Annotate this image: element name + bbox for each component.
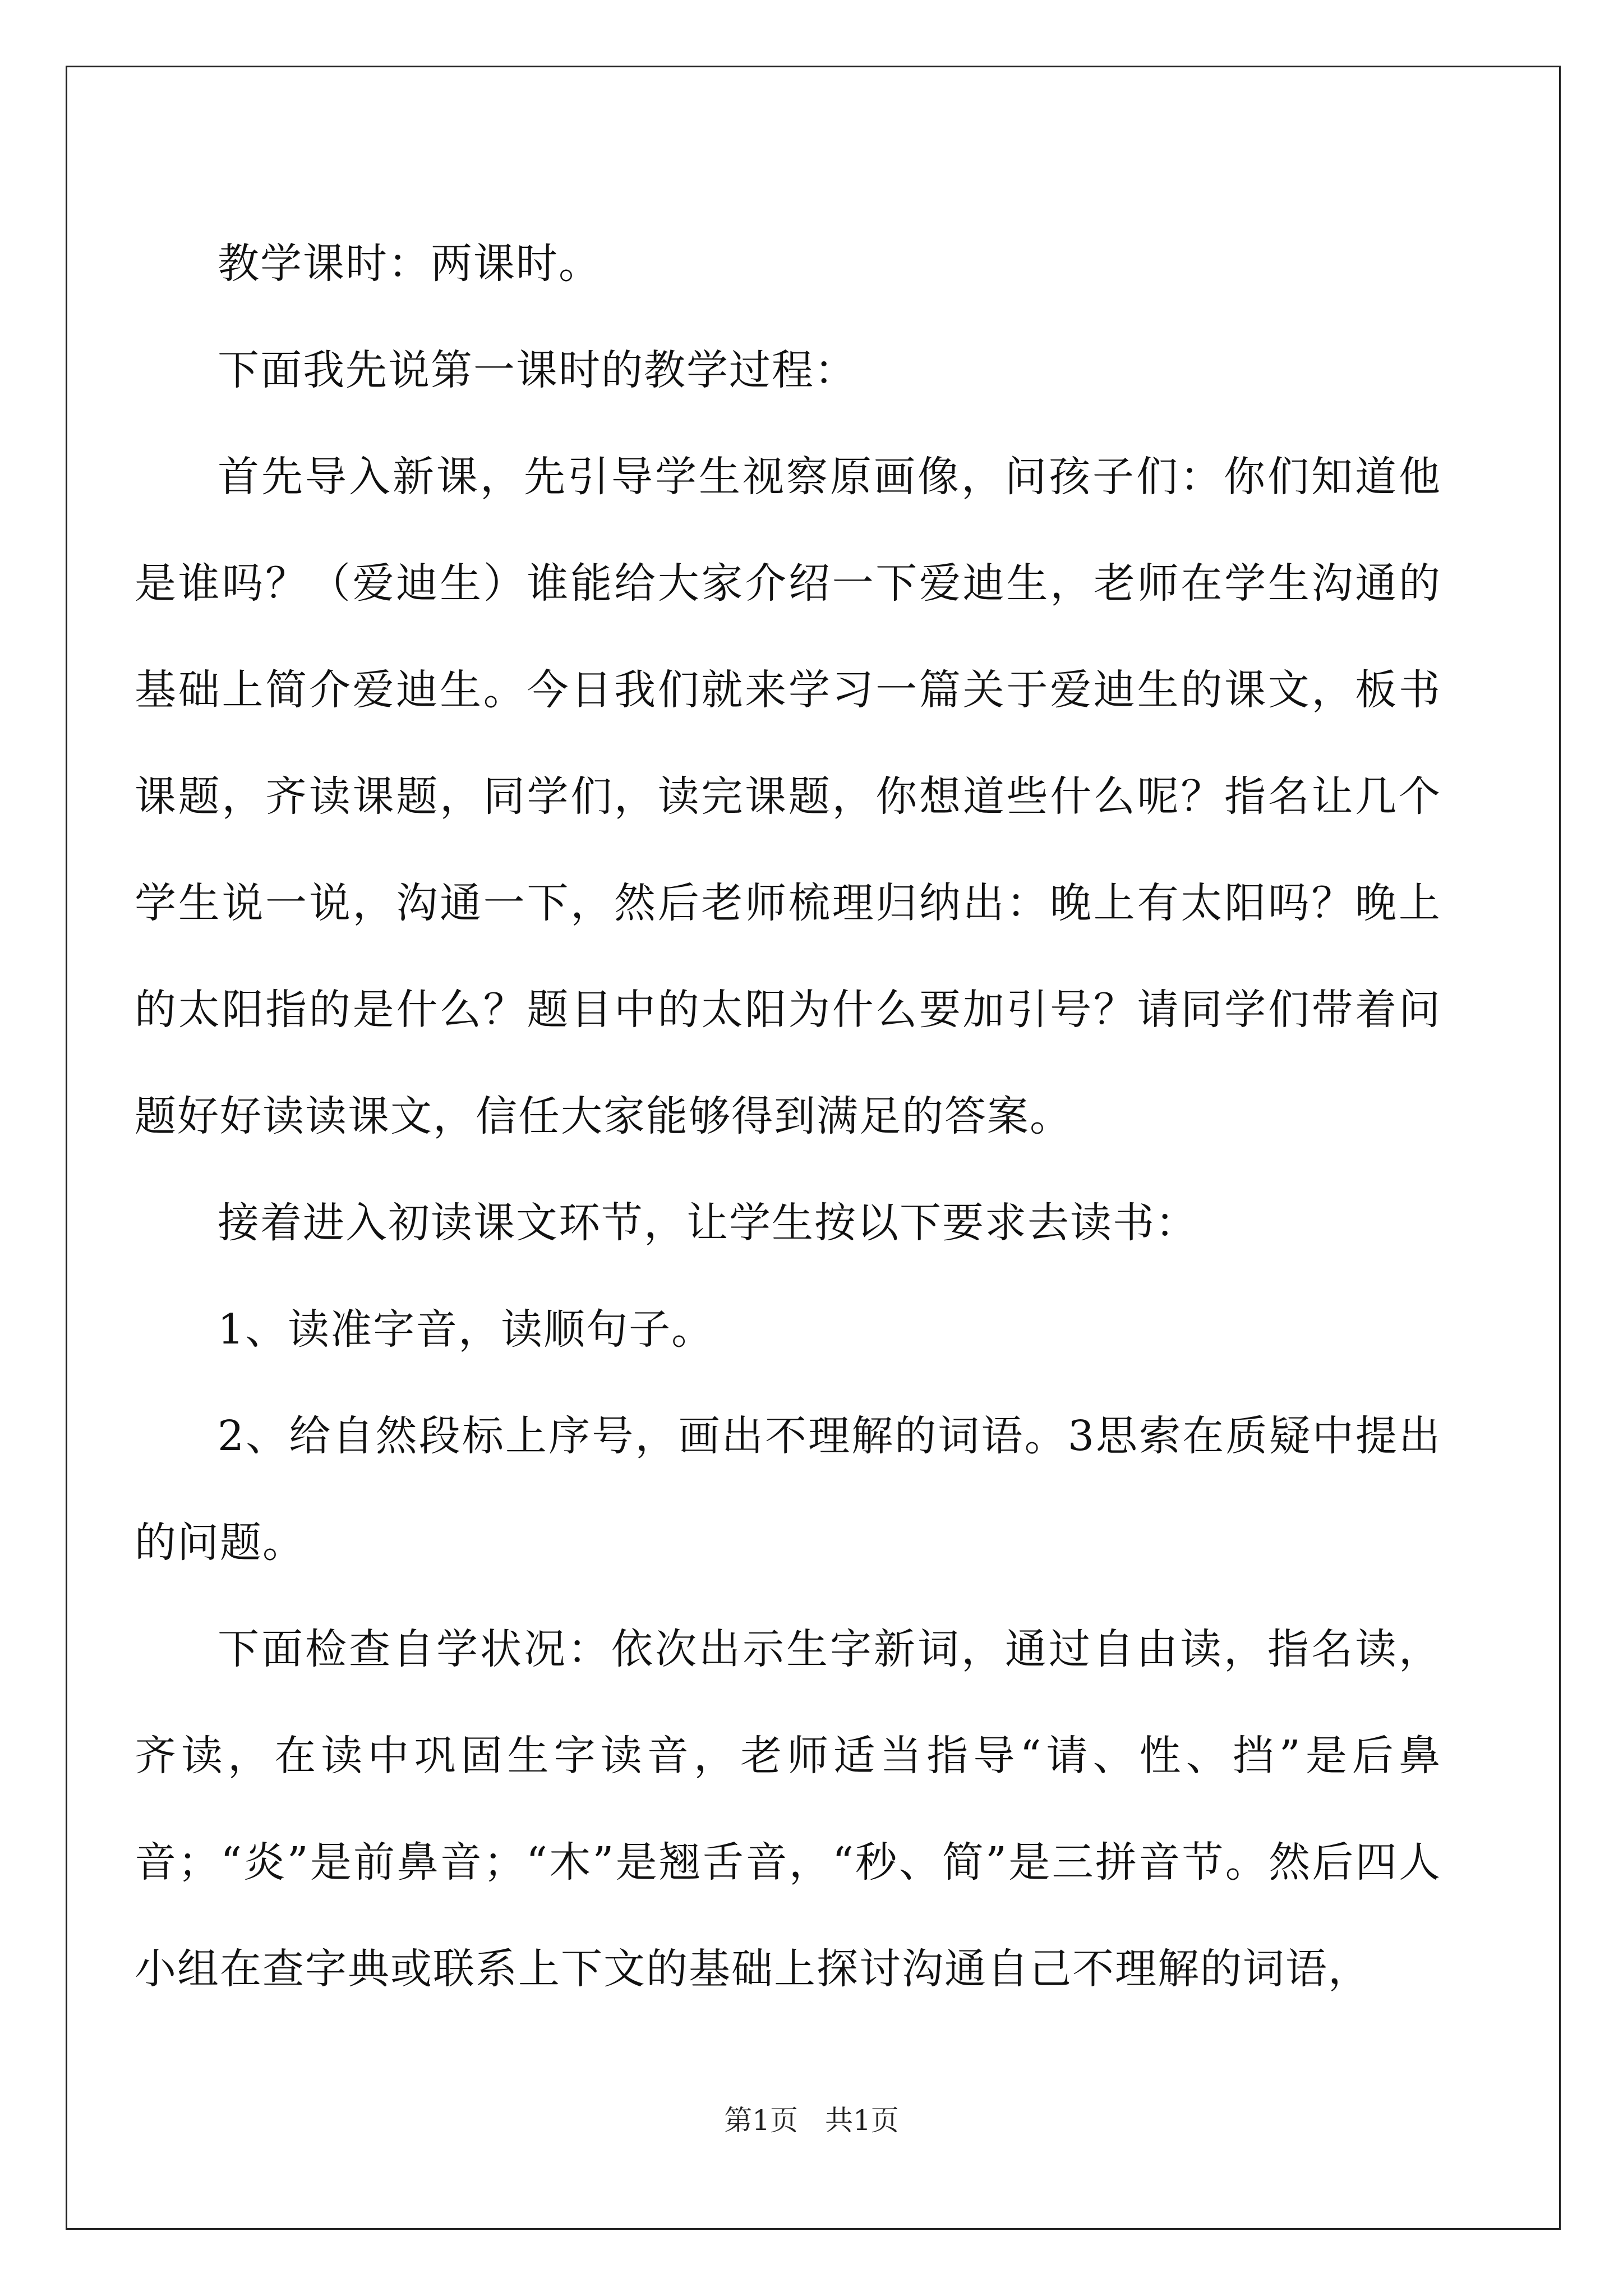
paragraph-intro: 下面我先说第一课时的教学过程： <box>218 346 857 394</box>
paragraph-first-reading: 接着进入初读课文环节，让学生按以下要求去读书： <box>218 1199 1198 1247</box>
page-total: 共1页 <box>825 2104 899 2137</box>
paragraph-new-lesson: 首先导入新课，先引导学生视察原画像，问孩子们：你们知道他是谁吗？（爱迪生）谁能给大家介绍一下爱迪生，老师在学生沟通的基础上简介爱迪生。今日我们就来学习一篇关于爱迪生的课文，板书课题，齐读课题，同学们，读完课题，你想道些什么呢？指名让几个学生说一说，沟通一下，然后老师梳理归纳出：晚上有太阳吗？晚上的太阳指的是什么？题目中的太阳为什么要加引号？请同学们带着问题好好读读课文，信任大家能够得到满足的答案。 <box>135 453 1441 1140</box>
paragraph-self-study-check: 下面检查自学状况：依次出示生字新词，通过自由读，指名读，齐读，在读中巩固生字读音，老师适当指导“请、性、挡”是后鼻音；“炎”是前鼻音；“木”是翘舌音，“秒、简”是三拼音节。然后四人小组在查字典或联系上下文的基础上探讨沟通自己不理解的词语， <box>135 1625 1441 1993</box>
paragraph-requirement-2: 2、给自然段标上序号，画出不理解的词语。3思索在质疑中提出的问题。 <box>135 1412 1441 1567</box>
page-footer <box>0 2098 1623 2138</box>
paragraph-requirement-1: 1、读准字音，读顺句子。 <box>218 1305 714 1354</box>
document-body <box>135 210 1441 2022</box>
page-number: 第1页 <box>724 2104 798 2137</box>
paragraph-lesson-hours: 教学课时：两课时。 <box>218 240 601 288</box>
